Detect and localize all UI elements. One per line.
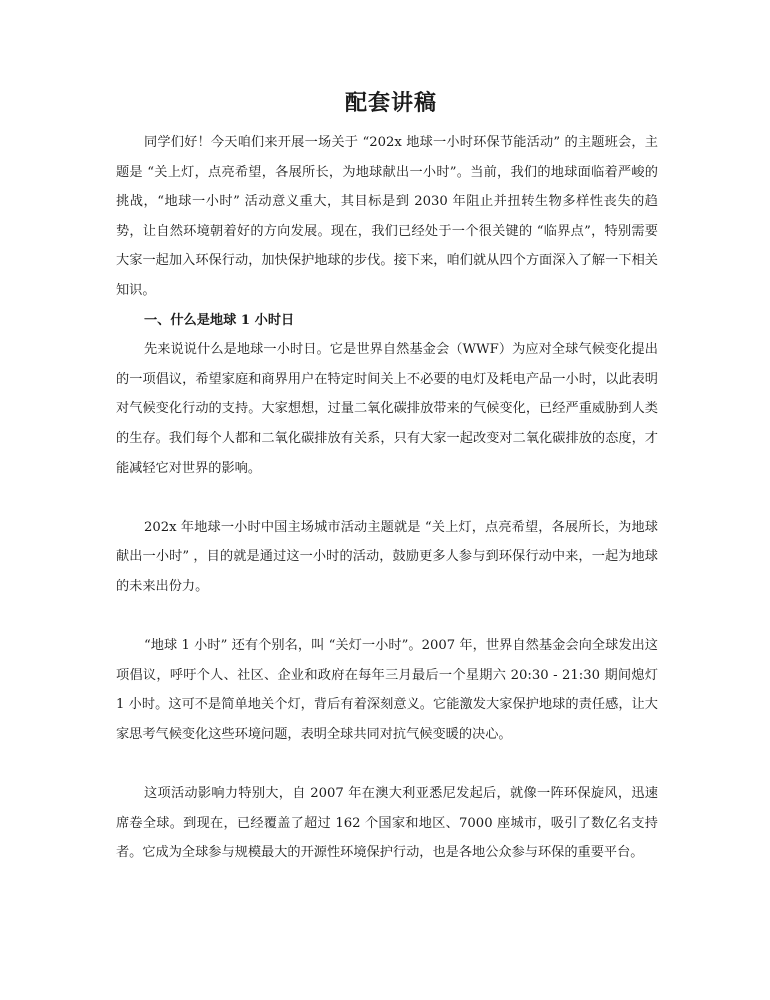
paragraph-spacer — [116, 483, 658, 513]
section-heading: 一、什么是地球 1 小时日 — [144, 312, 295, 328]
paragraph-spacer — [116, 602, 658, 632]
paragraph-spacer — [116, 749, 658, 779]
document-title: 配套讲稿 — [344, 90, 437, 116]
intro-paragraph: 同学们好！今天咱们来开展一场关于 “202x 地球一小时环保节能活动” 的主题班会，主题是 “关上灯，点亮希望，各展所长，为地球献出一小时”。当前，我们的地球面临着严峻的挑战，“地球一小时” 活动意义重大，其目标是到 2030 年阻止并扭转生物多样性丧失的趋势，让自然环境朝着好的方向发展。现在，我们已经处于一个很关键的 “临界点”，特别需要大家一起加入环保行动，加快保护地球的步伐。接下来，咱们就从四个方面深入了解一下相关知识。 — [116, 135, 658, 298]
body-paragraph: 202x 年地球一小时中国主场城市活动主题就是 “关上灯，点亮希望，各展所长，为地球献出一小时” ，目的就是通过这一小时的活动，鼓励更多人参与到环保行动中来，一起为地球的未来出份力。 — [116, 519, 658, 594]
body-paragraph: 先来说说什么是地球一小时日。它是世界自然基金会（WWF）为应对全球气候变化提出的一项倡议，希望家庭和商界用户在特定时间关上不必要的电灯及耗电产品一小时，以此表明对气候变化行动的支持。大家想想，过量二氧化碳排放带来的气候变化，已经严重威胁到人类的生存。我们每个人都和二氧化碳排放有关系，只有大家一起改变对二氧化碳排放的态度，才能减轻它对世界的影响。 — [116, 342, 658, 476]
body-paragraph: “地球 1 小时” 还有个别名，叫 “关灯一小时”。2007 年，世界自然基金会向全球发出这项倡议，呼吁个人、社区、企业和政府在每年三月最后一个星期六 20:30 - 21:30 期间熄灯 1 小时。这可不是简单地关个灯，背后有着深刻意义。它能激发大家保护地球的责任感，让大家思考气候变化这些环境问题，表明全球共同对抗气候变暖的决心。 — [116, 638, 658, 742]
body-paragraph: 这项活动影响力特别大，自 2007 年在澳大利亚悉尼发起后，就像一阵环保旋风，迅速席卷全球。到现在，已经覆盖了超过 162 个国家和地区、7000 座城市，吸引了数亿名支持者。它成为全球参与规模最大的开源性环境保护行动，也是各地公众参与环保的重要平台。 — [116, 786, 658, 861]
